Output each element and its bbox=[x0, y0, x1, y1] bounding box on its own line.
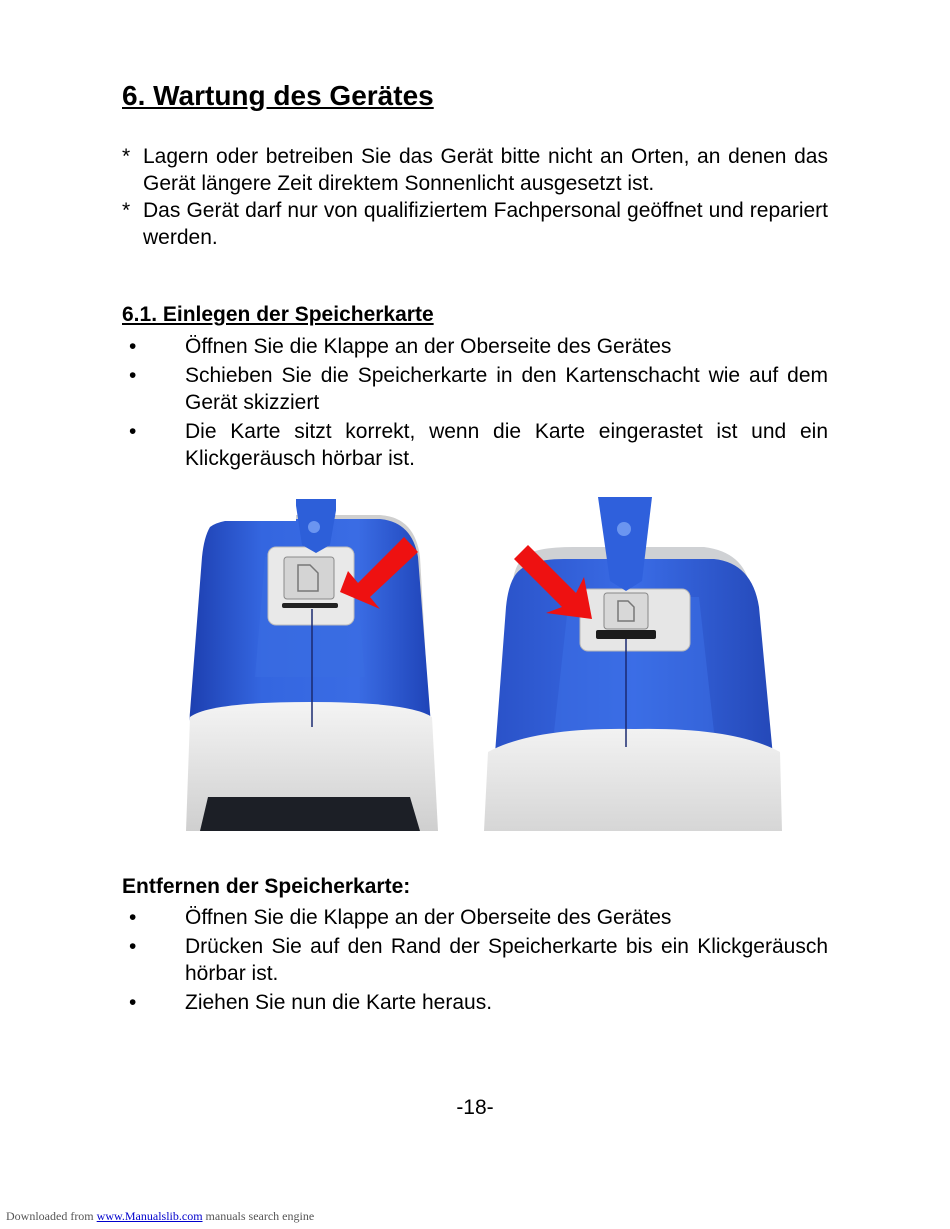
bullet-icon: • bbox=[129, 335, 137, 358]
list-item bbox=[122, 904, 828, 931]
list-item bbox=[122, 418, 828, 472]
step-text: Öffnen Sie die Klappe an der Oberseite des Gerätes bbox=[185, 335, 672, 358]
bullet-icon: • bbox=[129, 906, 137, 929]
footer-suffix: manuals search engine bbox=[205, 1209, 315, 1223]
insert-steps-list bbox=[122, 333, 828, 474]
device-photo-flap-open bbox=[180, 497, 442, 831]
bullet-icon: • bbox=[129, 991, 137, 1014]
list-item bbox=[122, 333, 828, 360]
note-marker: * bbox=[122, 145, 131, 168]
notes-list bbox=[122, 143, 828, 251]
page-number: -18- bbox=[456, 1096, 494, 1119]
bullet-icon: • bbox=[129, 420, 137, 443]
note-text: Lagern oder betreiben Sie das Gerät bitte nicht an Orten, an denen das Gerät längere Zeit direktem Sonnenlicht ausgesetzt ist. bbox=[143, 145, 828, 195]
step-text: Schieben Sie die Speicherkarte in den Kartenschacht wie auf dem Gerät skizziert bbox=[185, 364, 828, 414]
step-text: Öffnen Sie die Klappe an der Oberseite des Gerätes bbox=[185, 906, 672, 929]
download-footer bbox=[6, 1209, 314, 1224]
list-item bbox=[122, 933, 828, 987]
bullet-icon: • bbox=[129, 364, 137, 387]
footer-link[interactable]: www.Manualslib.com bbox=[96, 1209, 203, 1223]
note-marker: * bbox=[122, 199, 131, 222]
footer-prefix: Downloaded from bbox=[6, 1209, 94, 1223]
note-text: Das Gerät darf nur von qualifiziertem Fachpersonal geöffnet und repariert werden. bbox=[143, 199, 828, 249]
step-text: Drücken Sie auf den Rand der Speicherkarte bis ein Klickgeräusch hörbar ist. bbox=[185, 935, 828, 985]
list-item bbox=[122, 989, 828, 1016]
step-text: Die Karte sitzt korrekt, wenn die Karte eingerastet ist und ein Klickgeräusch hörbar ist. bbox=[185, 420, 828, 470]
remove-steps-list bbox=[122, 904, 828, 1018]
subsection-title-remove: Entfernen der Speicherkarte: bbox=[122, 875, 411, 898]
section-title: 6. Wartung des Gerätes bbox=[122, 80, 434, 111]
device-photo-card-inserted bbox=[484, 497, 782, 831]
bullet-icon: • bbox=[129, 935, 137, 958]
subsection-title-insert: 6.1. Einlegen der Speicherkarte bbox=[122, 303, 434, 326]
step-text: Ziehen Sie nun die Karte heraus. bbox=[185, 991, 493, 1014]
list-item bbox=[122, 362, 828, 416]
note-item bbox=[122, 143, 828, 197]
note-item bbox=[122, 197, 828, 251]
